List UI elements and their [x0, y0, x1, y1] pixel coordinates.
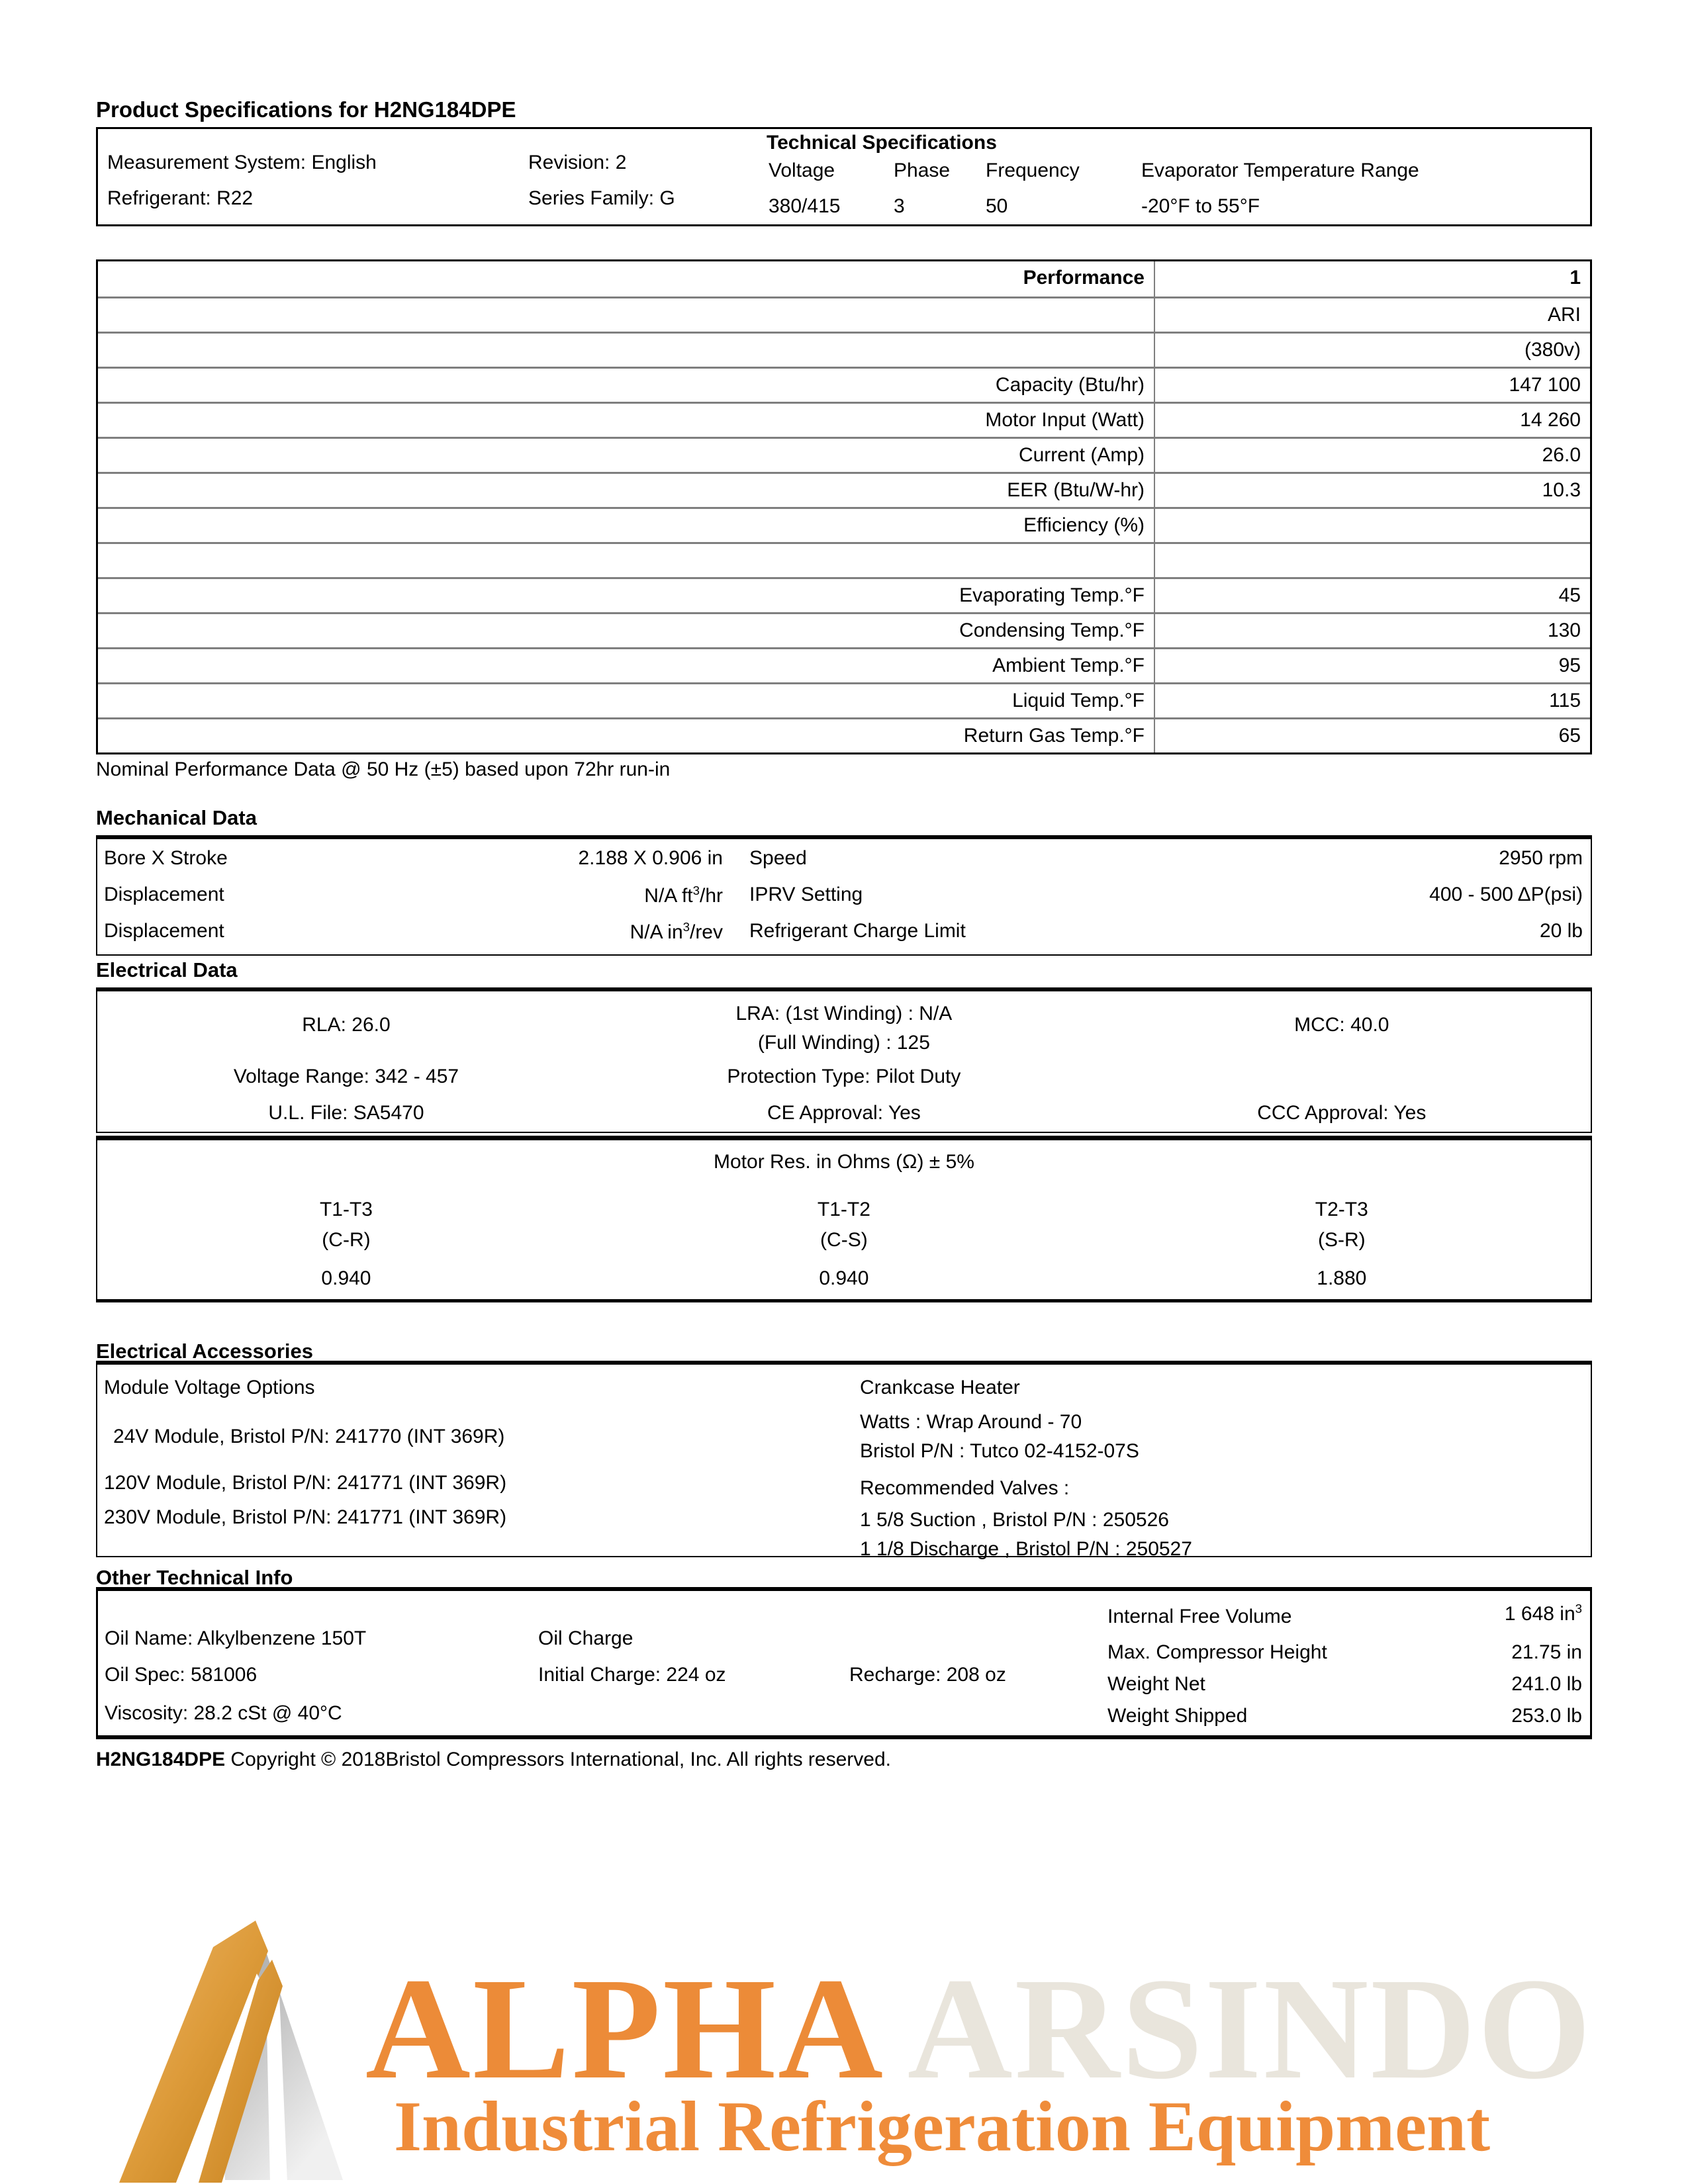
frequency-value: 50 [986, 195, 1008, 217]
module-230v: 230V Module, Bristol P/N: 241771 (INT 369R) [104, 1506, 507, 1528]
protection-type: Protection Type: Pilot Duty [727, 1066, 961, 1087]
max-height-value: 21.75 in [1511, 1641, 1582, 1663]
row-label: Return Gas Temp.°F [98, 719, 1155, 752]
displacement-hr-value [428, 884, 723, 907]
crankcase-pn: Bristol P/N : Tutco 02-4152-07S [860, 1440, 1139, 1462]
row-value: 115 [1549, 690, 1581, 711]
ul-file: U.L. File: SA5470 [268, 1102, 424, 1124]
footer-model: H2NG184DPE [96, 1749, 226, 1770]
row-label: Efficiency (%) [98, 509, 1155, 542]
electrical-table [96, 987, 1592, 1133]
table-row [98, 402, 1590, 437]
table-row [98, 296, 1590, 332]
voltage-range: Voltage Range: 342 - 457 [233, 1066, 459, 1087]
displacement-hr-pre: N/A ft [644, 885, 693, 907]
frequency-label: Frequency [986, 159, 1080, 181]
copyright-line [96, 1749, 891, 1771]
resistance-value: 0.940 [321, 1267, 371, 1289]
row-label [98, 298, 1155, 332]
row-label: EER (Btu/W-hr) [98, 474, 1155, 507]
discharge-valve: 1 1/8 Discharge , Bristol P/N : 250527 [860, 1538, 1192, 1560]
table-row [98, 332, 1590, 367]
table-row [98, 472, 1590, 507]
row-value [1155, 544, 1590, 577]
alpha-arsindo-logo-mark [119, 1894, 348, 2184]
tech-specs-title: Technical Specifications [767, 132, 997, 154]
table-row [98, 542, 1590, 577]
ifv-label: Internal Free Volume [1107, 1606, 1292, 1627]
displacement-hr-sup: 3 [692, 884, 700, 897]
mechanical-heading: Mechanical Data [96, 806, 257, 829]
oil-charge-title: Oil Charge [538, 1627, 633, 1649]
iprv-value: 400 - 500 ΔP(psi) [1429, 884, 1583, 905]
weight-net-label: Weight Net [1107, 1673, 1205, 1695]
refrigerant: Refrigerant: R22 [107, 187, 254, 209]
resistance-value: 0.940 [819, 1267, 869, 1289]
displacement-rev-pre: N/A in [630, 921, 683, 943]
row-label: Condensing Temp.°F [98, 614, 1155, 647]
row-value: 65 [1558, 725, 1581, 747]
recharge: Recharge: 208 oz [849, 1664, 1006, 1686]
table-row [97, 920, 1591, 944]
iprv-label: IPRV Setting [749, 884, 863, 905]
table-row [97, 847, 1591, 870]
row-label: Current (Amp) [98, 439, 1155, 472]
row-label: Capacity (Btu/hr) [98, 369, 1155, 402]
row-value: 10.3 [1542, 479, 1581, 501]
lra-line2: (Full Winding) : 125 [757, 1032, 930, 1054]
displacement-rev-sup: 3 [682, 920, 690, 934]
terminal-pair: T1-T2 [817, 1199, 870, 1220]
voltage-value: 380/415 [769, 195, 841, 217]
lra-value [595, 999, 1093, 1058]
table-row [98, 367, 1590, 402]
ce-approval: CE Approval: Yes [767, 1102, 921, 1124]
page-title: Product Specifications for H2NG184DPE [96, 97, 516, 122]
measurement-system: Measurement System: English [107, 152, 377, 173]
table-row [98, 717, 1590, 752]
table-row [98, 437, 1590, 472]
ifv-sup: 3 [1575, 1602, 1582, 1615]
table-row [98, 261, 1590, 296]
row-label: Ambient Temp.°F [98, 649, 1155, 682]
table-row [98, 612, 1590, 647]
table-row [98, 507, 1590, 542]
row-value: 147 100 [1509, 374, 1581, 396]
speed-label: Speed [749, 847, 807, 869]
terminal-pair: T1-T3 [319, 1199, 373, 1220]
table-row [97, 884, 1591, 907]
module-options-title: Module Voltage Options [104, 1377, 315, 1398]
weight-shipped-value: 253.0 lb [1511, 1705, 1582, 1727]
accessories-heading: Electrical Accessories [96, 1340, 314, 1363]
phase-label: Phase [894, 159, 951, 181]
motor-res-terminals [97, 1195, 1591, 1255]
terminal-col [97, 1195, 595, 1255]
charge-limit-value: 20 lb [1539, 920, 1583, 942]
table-row [97, 1003, 1591, 1058]
motor-res-title: Motor Res. in Ohms (Ω) ± 5% [714, 1151, 974, 1173]
lra-line1: LRA: (1st Winding) : N/A [735, 1003, 953, 1024]
weight-shipped-label: Weight Shipped [1107, 1705, 1248, 1727]
displacement-hr-label: Displacement [104, 884, 224, 905]
initial-charge: Initial Charge: 224 oz [538, 1664, 726, 1686]
row-label [98, 544, 1155, 577]
viscosity: Viscosity: 28.2 cSt @ 40°C [105, 1702, 342, 1724]
row-label: Motor Input (Watt) [98, 404, 1155, 437]
footer-copyright: Copyright © 2018Bristol Compressors International, Inc. All rights reserved. [225, 1749, 891, 1770]
row-label: Evaporating Temp.°F [98, 579, 1155, 612]
table-row [98, 647, 1590, 682]
valves-title: Recommended Valves : [860, 1477, 1070, 1499]
phase-value: 3 [894, 195, 905, 217]
row-value [1155, 509, 1590, 542]
terminal-winding: (S-R) [1317, 1229, 1366, 1251]
row-value: 14 260 [1520, 409, 1581, 431]
suction-valve: 1 5/8 Suction , Bristol P/N : 250526 [860, 1509, 1169, 1531]
performance-table [96, 259, 1592, 754]
terminal-col [1093, 1195, 1591, 1255]
evap-range-label: Evaporator Temperature Range [1141, 159, 1419, 181]
bore-stroke-label: Bore X Stroke [104, 847, 228, 869]
table-row [98, 682, 1590, 717]
mechanical-table [96, 835, 1592, 956]
row-value: 26.0 [1542, 444, 1581, 466]
oil-name: Oil Name: Alkylbenzene 150T [105, 1627, 367, 1649]
max-height-label: Max. Compressor Height [1107, 1641, 1327, 1663]
ccc-approval: CCC Approval: Yes [1257, 1102, 1427, 1124]
ifv-value [1505, 1602, 1582, 1625]
speed-value: 2950 rpm [1499, 847, 1583, 869]
logo-word-arsindo: ARSINDO [907, 1948, 1593, 2109]
other-info-table [96, 1587, 1592, 1739]
displacement-rev-value [428, 920, 723, 944]
terminal-pair: T2-T3 [1315, 1199, 1368, 1220]
displacement-rev-label: Displacement [104, 920, 224, 942]
module-24v: 24V Module, Bristol P/N: 241770 (INT 369R) [113, 1426, 505, 1447]
mcc-value: MCC: 40.0 [1294, 1014, 1389, 1036]
row-value: 130 [1547, 619, 1581, 641]
row-value: ARI [1547, 304, 1581, 326]
evap-range-value: -20°F to 55°F [1141, 195, 1260, 217]
logo-word-alpha: ALPHA [365, 1948, 877, 2109]
crankcase-title: Crankcase Heater [860, 1377, 1020, 1398]
electrical-heading: Electrical Data [96, 958, 238, 981]
crankcase-watts: Watts : Wrap Around - 70 [860, 1411, 1082, 1433]
table-row [97, 1102, 1591, 1124]
other-info-heading: Other Technical Info [96, 1566, 293, 1589]
logo-wordmark [365, 1948, 1593, 2109]
row-value: 95 [1558, 655, 1581, 676]
row-value: 45 [1558, 584, 1581, 606]
series-family: Series Family: G [528, 187, 675, 209]
table-row [98, 577, 1590, 612]
voltage-label: Voltage [769, 159, 835, 181]
rla-value: RLA: 26.0 [302, 1014, 391, 1036]
module-120v: 120V Module, Bristol P/N: 241771 (INT 369R) [104, 1472, 507, 1494]
row-value: 1 [1570, 267, 1581, 289]
header-spec-table [96, 127, 1592, 226]
revision: Revision: 2 [528, 152, 627, 173]
displacement-rev-post: /rev [689, 921, 723, 943]
terminal-col [595, 1195, 1093, 1255]
terminal-winding: (C-S) [820, 1229, 868, 1251]
row-label [98, 334, 1155, 367]
logo-tagline: Industrial Refrigeration Equipment [394, 2087, 1491, 2166]
weight-net-value: 241.0 lb [1511, 1673, 1582, 1695]
table-row [97, 1066, 1591, 1088]
row-label: Liquid Temp.°F [98, 684, 1155, 717]
bore-stroke-value: 2.188 X 0.906 in [578, 847, 723, 869]
row-label: Performance [98, 261, 1155, 296]
terminal-winding: (C-R) [322, 1229, 371, 1251]
accessories-table [96, 1361, 1592, 1560]
empty-cell [1093, 1066, 1591, 1088]
charge-limit-label: Refrigerant Charge Limit [749, 920, 966, 942]
oil-spec: Oil Spec: 581006 [105, 1664, 258, 1686]
row-value: (380v) [1524, 339, 1581, 361]
motor-res-values [97, 1263, 1591, 1294]
motor-resistance-table [96, 1136, 1592, 1302]
ifv-pre: 1 648 in [1504, 1603, 1575, 1625]
performance-note: Nominal Performance Data @ 50 Hz (±5) based upon 72hr run-in [96, 758, 671, 780]
resistance-value: 1.880 [1317, 1267, 1367, 1289]
displacement-hr-post: /hr [699, 885, 723, 907]
